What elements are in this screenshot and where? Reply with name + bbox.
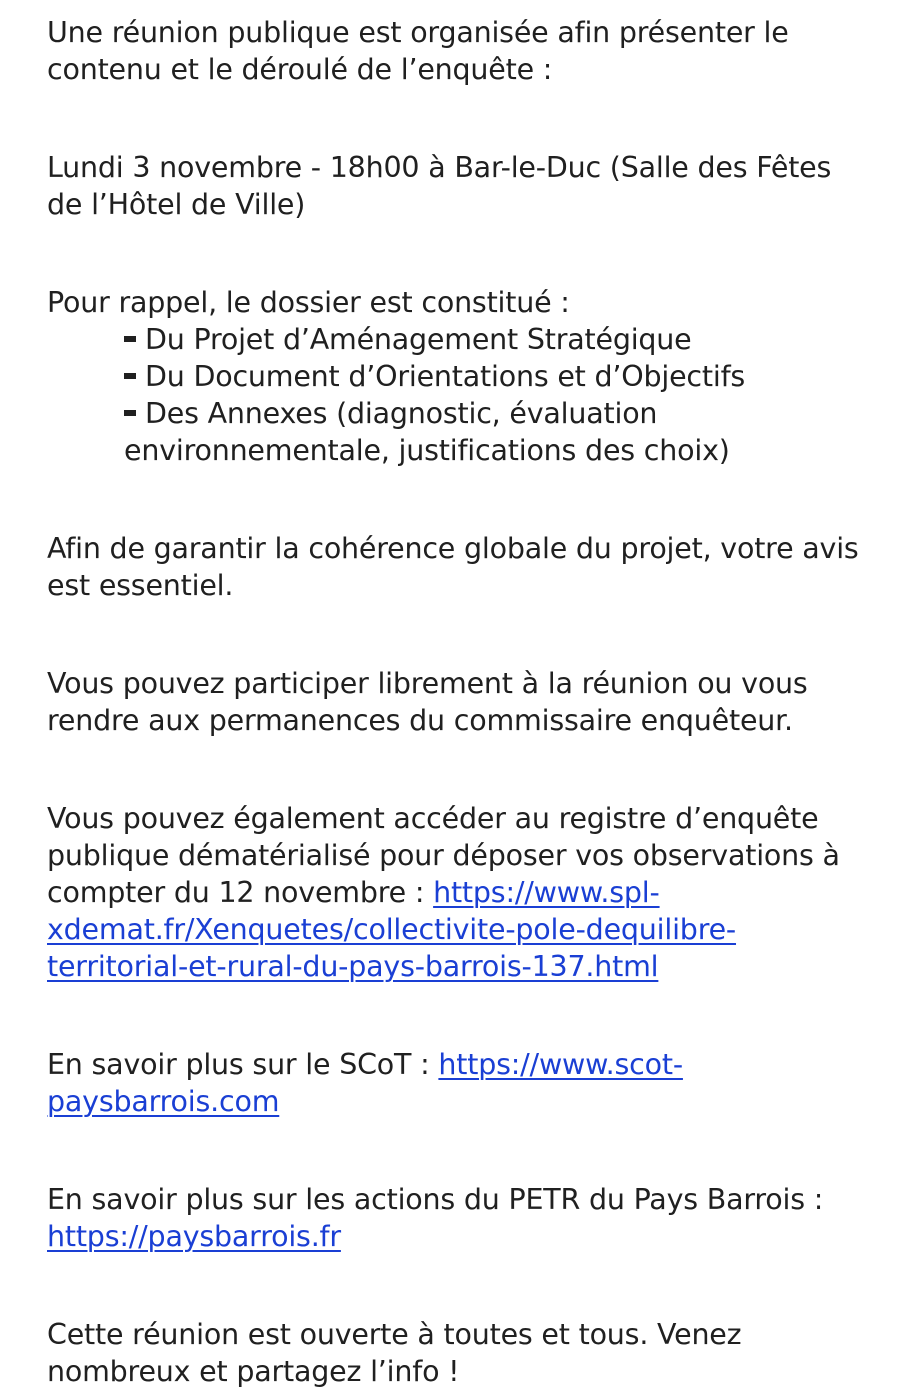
petr-line-2: [47, 1218, 877, 1255]
participation-line-1: Vous pouvez participer librement à la réunion ou vous: [47, 667, 808, 700]
petr-line-1: En savoir plus sur les actions du PETR du Pays Barrois :: [47, 1183, 824, 1216]
paragraph-spacer: [47, 88, 877, 149]
paragraph-spacer: [47, 223, 877, 284]
registre-line-4: [47, 911, 877, 948]
registre-line-5: [47, 948, 877, 985]
intro-line-2: contenu et le déroulé de l’enquête :: [47, 53, 553, 86]
dash-bullet-icon: [124, 373, 136, 379]
dossier-item-continuation: environnementale, justifications des choix): [124, 434, 730, 467]
dossier-item-text: Du Projet d’Aménagement Stratégique: [145, 323, 692, 356]
coherence-line-1: Afin de garantir la cohérence globale du projet, votre avis: [47, 532, 859, 565]
dash-bullet-icon: [124, 336, 136, 342]
dossier-item-text: Du Document d’Orientations et d’Objectifs: [145, 360, 746, 393]
closing-line-2: nombreux et partagez l’info !: [47, 1355, 460, 1388]
paragraph-spacer: [47, 985, 877, 1046]
registre-paragraph: [47, 800, 877, 985]
registre-link[interactable]: xdemat.fr/Xenquetes/collectivite-pole-dequilibre-: [47, 913, 737, 946]
dossier-section: [47, 284, 877, 469]
scot-link[interactable]: paysbarrois.com: [47, 1085, 280, 1118]
scot-paragraph: [47, 1046, 877, 1120]
scot-line-1: [47, 1046, 877, 1083]
intro-line-1: Une réunion publique est organisée afin présenter le: [47, 16, 789, 49]
coherence-line-2: est essentiel.: [47, 569, 234, 602]
dossier-item-text: Des Annexes (diagnostic, évaluation: [145, 397, 658, 430]
petr-paragraph: [47, 1181, 877, 1255]
registre-link[interactable]: territorial-et-rural-du-pays-barrois-137.html: [47, 950, 659, 983]
dash-bullet-icon: [124, 410, 136, 416]
registre-line-2: publique dématérialisé pour déposer vos observations à: [47, 839, 840, 872]
meeting-paragraph: [47, 149, 877, 223]
paragraph-spacer: [47, 469, 877, 530]
paragraph-spacer: [47, 1255, 877, 1316]
petr-link[interactable]: https://paysbarrois.fr: [47, 1220, 341, 1253]
intro-paragraph: [47, 14, 877, 88]
meeting-line-1: Lundi 3 novembre - 18h00 à Bar-le-Duc (Salle des Fêtes: [47, 151, 832, 184]
closing-line-1: Cette réunion est ouverte à toutes et tous. Venez: [47, 1318, 742, 1351]
participation-paragraph: [47, 665, 877, 739]
participation-line-2: rendre aux permanences du commissaire enquêteur.: [47, 704, 793, 737]
dossier-list-item: [47, 395, 877, 432]
dossier-heading: Pour rappel, le dossier est constitué :: [47, 286, 570, 319]
registre-prefix: compter du 12 novembre :: [47, 876, 434, 909]
scot-link[interactable]: https://www.scot-: [438, 1048, 683, 1081]
closing-paragraph: [47, 1316, 877, 1390]
paragraph-spacer: [47, 739, 877, 800]
dossier-list-item: [47, 358, 877, 395]
meeting-line-2: de l’Hôtel de Ville): [47, 188, 306, 221]
registre-link[interactable]: https://www.spl-: [433, 876, 660, 909]
paragraph-spacer: [47, 1120, 877, 1181]
announcement-body: [47, 14, 877, 1390]
dossier-list-item: [47, 321, 877, 358]
scot-line-2: [47, 1083, 877, 1120]
scot-prefix: En savoir plus sur le SCoT :: [47, 1048, 439, 1081]
coherence-paragraph: [47, 530, 877, 604]
paragraph-spacer: [47, 604, 877, 665]
registre-line-1: Vous pouvez également accéder au registre d’enquête: [47, 802, 819, 835]
registre-line-3: [47, 874, 877, 911]
